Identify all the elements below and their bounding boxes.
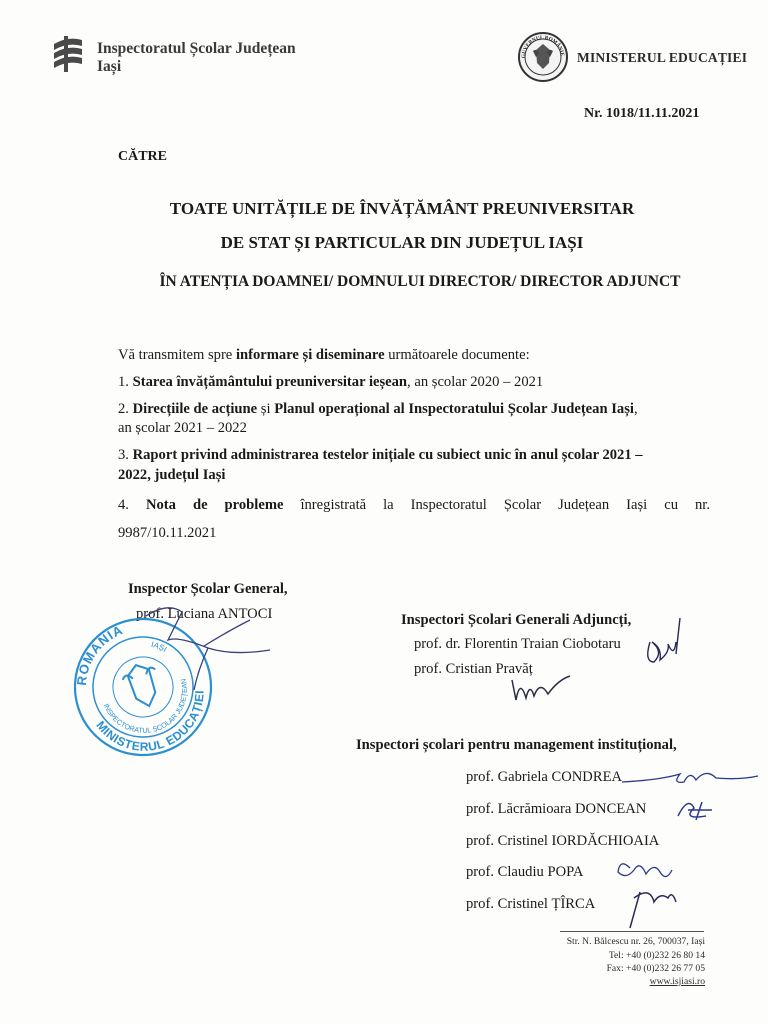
footer-address: Str. N. Bălcescu nr. 26, 700037, Iași: [566, 936, 705, 947]
stamp-outer-top: ROMÂNIA: [73, 621, 126, 687]
document-item-4: 4. Nota de probleme înregistrată la Inspectoratul Școlar Județean Iași cu nr.: [118, 497, 711, 513]
isj-logo-icon: [50, 34, 86, 74]
institution-city: Iași: [97, 58, 122, 75]
government-seal-icon: [517, 31, 569, 83]
management-inspector-2: prof. Lăcrămioara DONCEAN: [466, 801, 647, 817]
document-item-3-line-2: 2022, județul Iași: [118, 467, 226, 483]
footer-phone: Tel: +40 (0)232 26 80 14: [608, 950, 705, 961]
seal-text: GUVERNUL ROMÂNIE: [520, 34, 566, 59]
intro-paragraph: Vă transmitem spre informare și diseminare următoarele documente:: [118, 347, 530, 363]
footer-fax: Fax: +40 (0)232 26 77 05: [606, 963, 705, 974]
general-inspector-name: prof. Luciana ANTOCI: [136, 606, 273, 622]
management-inspector-5: prof. Cristinel ȚÎRCA: [466, 896, 596, 912]
ministry-name: MINISTERUL EDUCAȚIEI: [577, 50, 748, 65]
footer-website-link[interactable]: www.isjiasi.ro: [649, 976, 705, 987]
management-inspectors-title: Inspectori școlari pentru management instituțional,: [356, 737, 677, 753]
addressee-label: CĂTRE: [118, 149, 168, 164]
footer-divider: [560, 931, 704, 932]
stamp-inner-text: INSPECTORATUL ȘCOLAR JUDEȚEAN: [101, 677, 189, 735]
signature-popa-tirca-icon: [610, 852, 690, 932]
document-item-4-line-2: 9987/10.11.2021: [118, 525, 217, 541]
management-inspector-1: prof. Gabriela CONDREA: [466, 769, 623, 785]
addressee-line-1: TOATE UNITĂȚILE DE ÎNVĂȚĂMÂNT PREUNIVERSITAR: [169, 199, 635, 218]
deputy-inspector-1: prof. dr. Florentin Traian Ciobotaru: [414, 636, 621, 652]
signature-condrea-icon: [620, 760, 760, 790]
management-inspector-4: prof. Claudiu POPA: [466, 864, 584, 880]
registration-number: Nr. 1018/11.11.2021: [584, 106, 700, 121]
addressee-line-3: ÎN ATENȚIA DOAMNEI/ DOMNULUI DIRECTOR/ DIRECTOR ADJUNCT: [159, 273, 681, 290]
deputy-inspector-2: prof. Cristian Pravăț: [414, 661, 533, 677]
addressee-line-2: DE STAT ȘI PARTICULAR DIN JUDEȚUL IAȘI: [220, 233, 584, 252]
document-item-2: 2. Direcțiile de acțiune și Planul operațional al Inspectoratului Școlar Județean Iași,: [118, 401, 638, 417]
signature-doncean-icon: [672, 794, 722, 824]
institution-name: Inspectoratul Școlar Județean: [97, 40, 296, 57]
stamp-inner-city: IAȘI: [150, 639, 169, 655]
general-inspector-title: Inspector Școlar General,: [128, 581, 288, 597]
deputy-inspectors-title: Inspectori Școlari Generali Adjuncți,: [401, 612, 632, 628]
management-inspector-3: prof. Cristinel IORDĂCHIOAIA: [466, 833, 660, 849]
signature-ciobotaru-icon: [640, 612, 690, 672]
svg-text:ROMÂNIA: [68, 621, 137, 690]
document-item-1: 1. Starea învățământului preuniversitar ieșean, an școlar 2020 – 2021: [118, 374, 544, 390]
document-item-3: 3. Raport privind administrarea testelor inițiale cu subiect unic în anul școlar 2021 –: [118, 447, 643, 463]
document-item-2-line-2: an școlar 2021 – 2022: [118, 420, 247, 436]
official-stamp-icon: [68, 612, 218, 762]
stamp-outer-bottom: MINISTERUL EDUCAȚIEI: [93, 690, 207, 754]
